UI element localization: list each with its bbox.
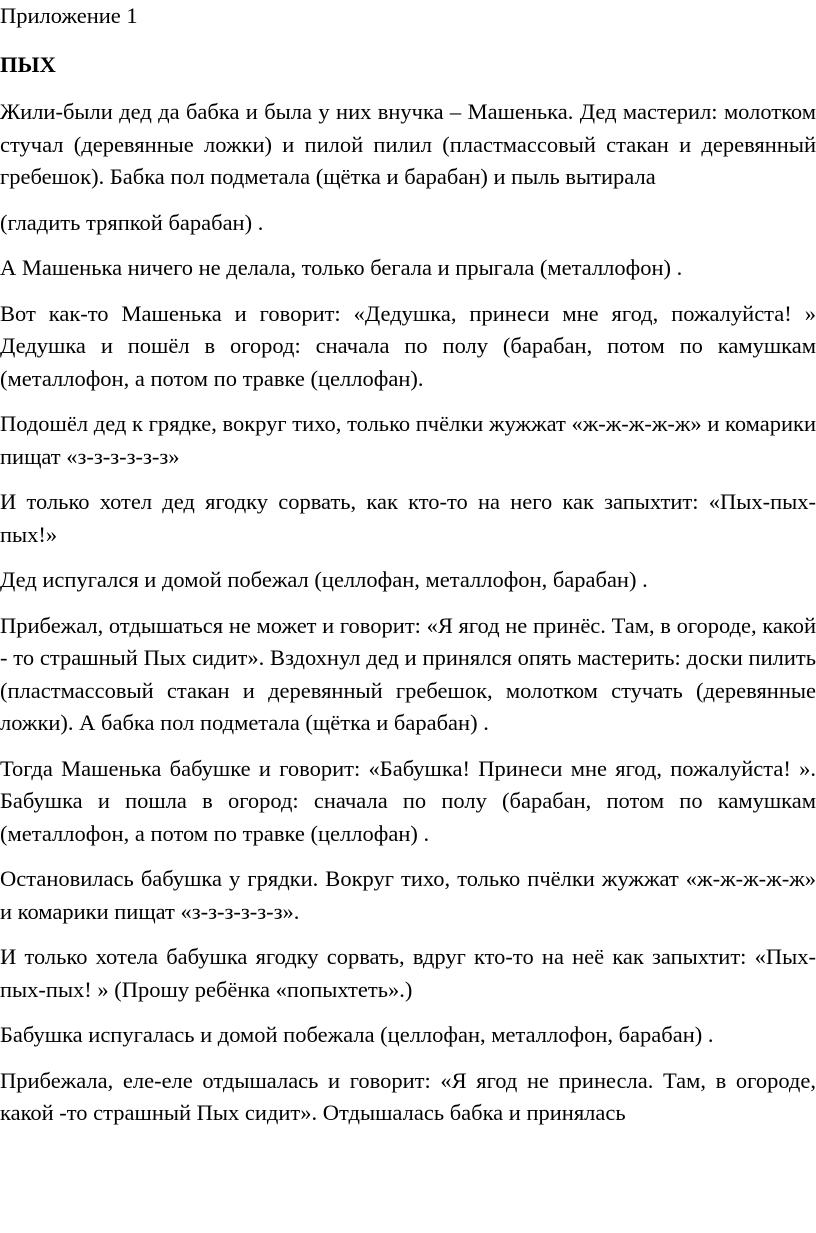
paragraph-8: Прибежал, отдышаться не может и говорит: «Я ягод не принёс. Там, в огороде, какой - то страшный Пых сидит». Вздохнул дед и принялся опять мастерить: доски пилить (пластмассовый стакан и деревянный гребешок, молотком стучать (деревянные ложки). А бабка пол подметала (щётка и барабан) . [0, 612, 816, 735]
paragraph-2: (гладить тряпкой барабан) . [0, 209, 264, 235]
paragraph-9: Тогда Машенька бабушке и говорит: «Бабушка! Принеси мне ягод, пожалуйста! ». Бабушка и пошла в огород: сначала по полу (барабан, потом по камушкам (металлофон, а потом по травке (целлофан) . [0, 755, 816, 846]
story-title: ПЫХ [0, 52, 56, 77]
paragraph-6: И только хотел дед ягодку сорвать, как кто-то на него как запыхтит: «Пых-пых-пых!» [0, 489, 816, 547]
paragraph-13: Прибежала, еле-еле отдышалась и говорит: «Я ягод не принесла. Там, в огороде, какой -то страшный Пых сидит». Отдышалась бабка и принялась [0, 1067, 816, 1125]
appendix-label: Приложение 1 [0, 3, 138, 28]
paragraph-11: И только хотела бабушка ягодку сорвать, вдруг кто-то на неё как запыхтит: «Пых-пых-пых! » (Прошу ребёнка «попыхтеть».) [0, 944, 816, 1002]
paragraph-7: Дед испугался и домой побежал (целлофан, металлофон, барабан) . [0, 567, 648, 592]
paragraph-5: Подошёл дед к грядке, вокруг тихо, только пчёлки жужжат «ж-ж-ж-ж-ж» и комарики пищат «з-з-з-з-з-з» [0, 411, 816, 469]
paragraph-12: Бабушка испугалась и домой побежала (целлофан, металлофон, барабан) . [0, 1022, 714, 1047]
paragraph-10: Остановилась бабушка у грядки. Вокруг тихо, только пчёлки жужжат «ж-ж-ж-ж-ж» и комарики пищат «з-з-з-з-з-з». [0, 866, 816, 924]
paragraph-4: Вот как-то Машенька и говорит: «Дедушка, принеси мне ягод, пожалуйста! » Дедушка и пошёл в огород: сначала по полу (барабан, потом по камушкам (металлофон, а потом по травке (целлофан). [0, 300, 816, 391]
paragraph-1: Жили-были дед да бабка и была у них внучка – Машенька. Дед мастерил: молотком стучал (деревянные ложки) и пилой пилил (пластмассовый стакан и деревянный гребешок). Бабка пол подметала (щётка и барабан) и пыль вытирала [0, 99, 816, 189]
paragraph-3: А Машенька ничего не делала, только бегала и прыгала (металлофон) . [0, 255, 683, 280]
